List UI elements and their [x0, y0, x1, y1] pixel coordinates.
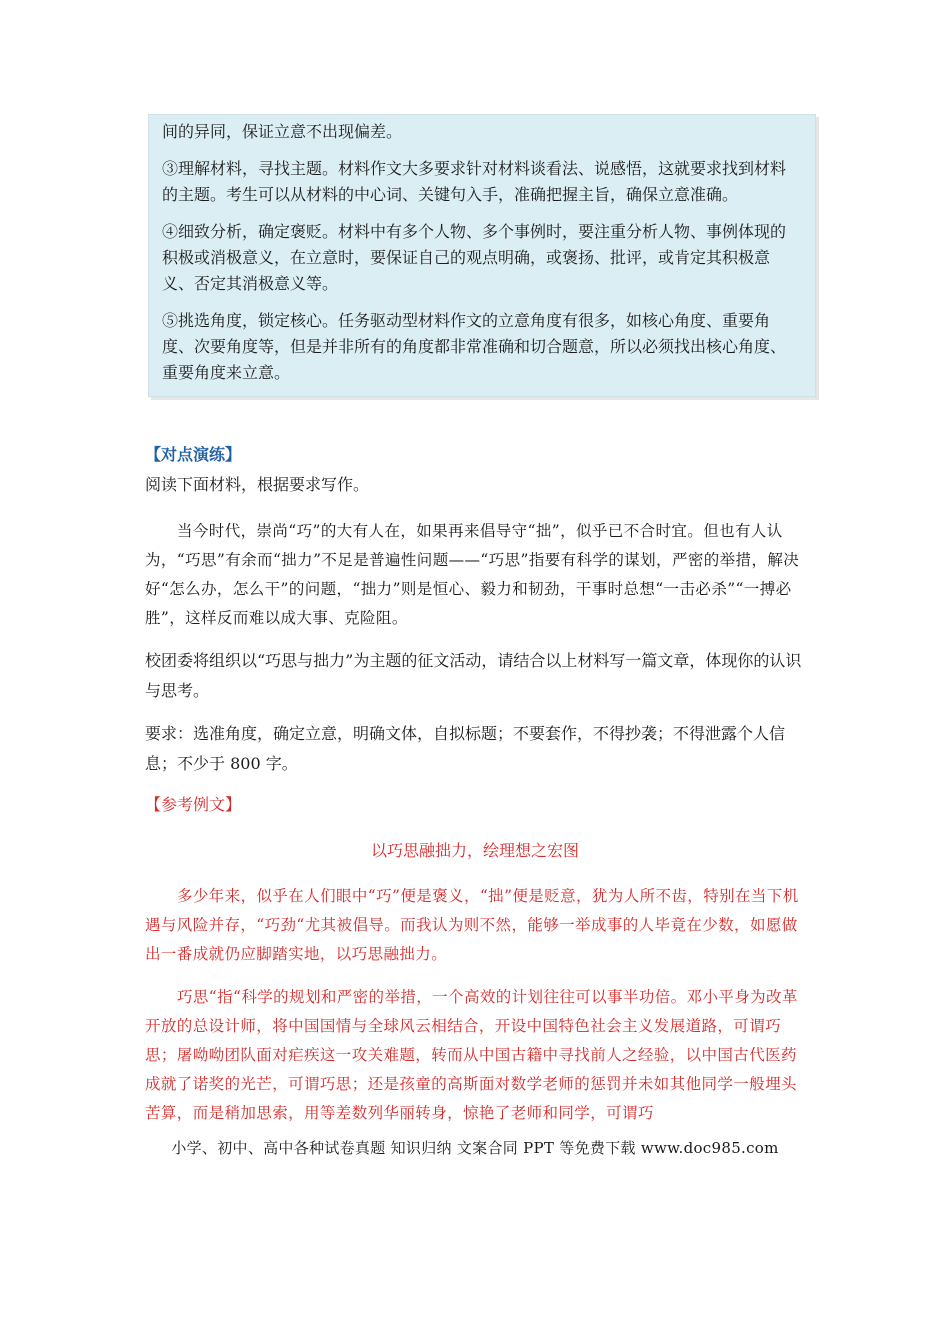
- task-text: 校团委将组织以“巧思与拙力”为主题的征文活动，请结合以上材料写一篇文章，体现你的认识与思考。: [145, 651, 802, 700]
- tips-paragraph-2: ③理解材料，寻找主题。材料作文大多要求针对材料谈看法、说感悟，这就要求找到材料的主题。考生可以从材料的中心词、关键句入手，准确把握主旨，确保立意准确。: [162, 159, 787, 204]
- tips-paragraph-4: ⑤挑选角度，锁定核心。任务驱动型材料作文的立意角度有很多，如核心角度、重要角度、次要角度等，但是并非所有的角度都非常准确和切合题意，所以必须找出核心角度、重要角度来立意。: [162, 311, 787, 382]
- tips-paragraph-1: 间的异同，保证立意不出现偏差。: [162, 122, 403, 141]
- material-text: 当今时代，崇尚“巧”的大有人在，如果再来倡导守“拙”，似乎已不合时宜。但也有人认为，“巧思”有余而“拙力”不足是普遍性问题——“巧思”指要有科学的谋划，严密的举措，解决好“怎么办，怎么干”的问题，“拙力”则是恒心、毅力和韧劲，干事时总想“一击必杀”“一搏必胜”，这样反而难以成大事、克险阻。: [145, 522, 800, 627]
- tips-paragraph-3: ④细致分析，确定褒贬。材料中有多个人物、多个事例时，要注重分析人物、事例体现的积极或消极意义，在立意时，要保证自己的观点明确，或褒扬、批评，或肯定其积极意义、否定其消极意义等。: [162, 222, 787, 293]
- essay-paragraph-2: 巧思“指“科学的规划和严密的举措，一个高效的计划往往可以事半功倍。邓小平身为改革开放的总设计师，将中国国情与全球风云相结合，开设中国特色社会主义发展道路，可谓巧思；屠呦呦团队面对疟疾这一攻关难题，转而从中国古籍中寻找前人之经验，以中国古代医药成就了诺奖的光芒，可谓巧思；还是孩童的高斯面对数学老师的惩罚并未如其他同学一般埋头苦算，而是稍加思索，用等差数列华丽转身，惊艳了老师和同学，可谓巧: [145, 988, 798, 1122]
- reference-heading: 【参考例文】: [145, 795, 242, 814]
- practice-heading: 【对点演练】: [145, 445, 242, 464]
- essay-paragraph-1: 多少年来，似乎在人们眼中“巧”便是褒义，“拙”便是贬意，犹为人所不齿，特别在当下机遇与风险并存，“巧劲“尤其被倡导。而我认为则不然，能够一举成事的人毕竟在少数，如愿做出一番成就仍应脚踏实地，以巧思融拙力。: [145, 887, 799, 963]
- tips-box: [148, 114, 816, 397]
- requirements-text: 要求：选准角度，确定立意，明确文体，自拟标题；不要套作，不得抄袭；不得泄露个人信息；不少于 800 字。: [145, 724, 786, 773]
- essay-title: 以巧思融拙力，绘理想之宏图: [370, 841, 579, 860]
- page-footer: 小学、初中、高中各种试卷真题 知识归纳 文案合同 PPT 等免费下载 www.doc985.com: [171, 1139, 779, 1157]
- instruction-text: 阅读下面材料，根据要求写作。: [145, 475, 370, 494]
